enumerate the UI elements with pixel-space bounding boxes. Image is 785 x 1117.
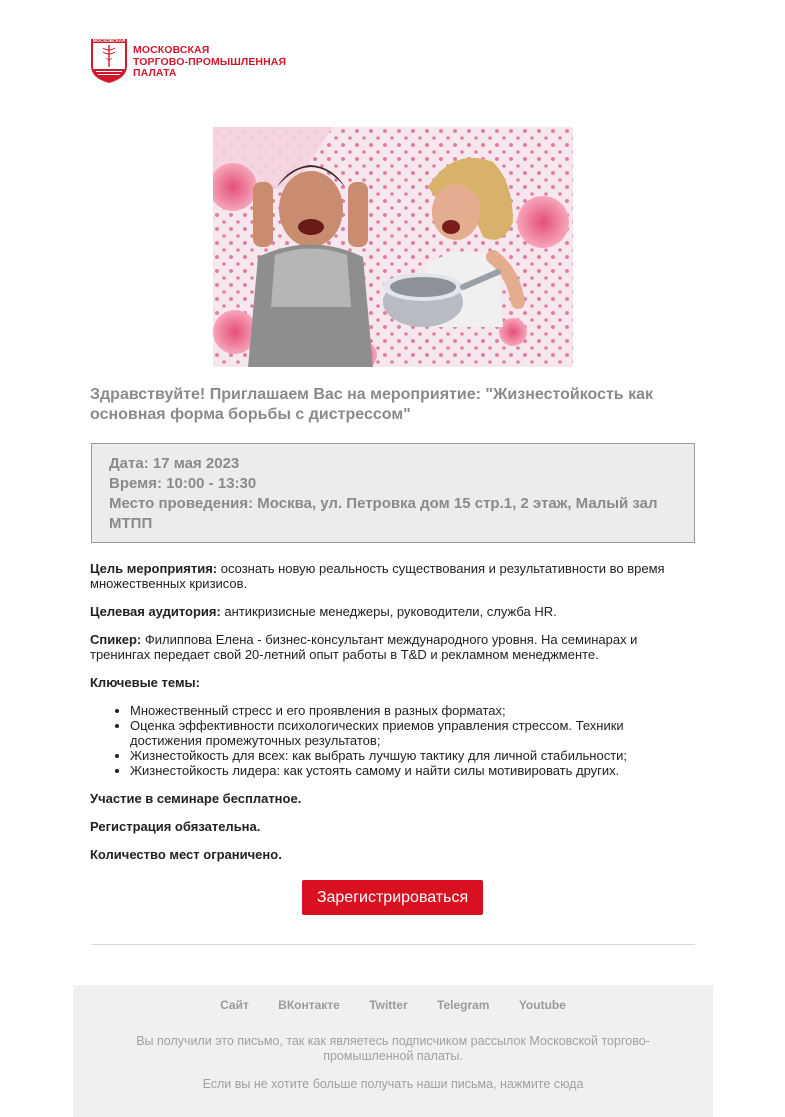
footer-link-vk[interactable]: ВКонтакте xyxy=(278,998,340,1012)
registration-note xyxy=(90,819,690,834)
divider xyxy=(91,944,695,945)
event-place: Место проведения: Москва, ул. Петровка дом 15 стр.1, 2 этаж, Малый зал МТПП xyxy=(109,495,658,532)
unsubscribe-link[interactable]: Если вы не хотите больше получать наши письма, нажмите сюда xyxy=(202,1077,584,1091)
mtpp-emblem-icon xyxy=(90,36,128,84)
footer-link-site[interactable]: Сайт xyxy=(220,998,249,1012)
goal-label: Цель мероприятия: xyxy=(90,561,218,576)
speaker-text: Филиппова Елена - бизнес-консультант международного уровня. На семинарах и тренингах передает свой 20-летний опыт работы в T&D и рекламном менеджменте. xyxy=(90,632,638,662)
list-item: • Жизнестойкость для всех: как выбрать лучшую тактику для личной стабильности; xyxy=(130,748,690,763)
logo-line-1: МОСКОВСКАЯ xyxy=(133,44,210,56)
topics-label: Ключевые темы: xyxy=(90,675,200,690)
mtpp-logo[interactable] xyxy=(90,36,295,84)
subscription-note: Вы получили это письмо, так как являетесь подписчиком рассылок Московской торгово-промышленной палаты. xyxy=(136,1034,650,1063)
limited-text: Количество мест ограничено. xyxy=(90,847,282,862)
logo-wordmark xyxy=(133,45,286,80)
speaker-label: Спикер: xyxy=(90,632,142,647)
goal-paragraph xyxy=(90,561,690,591)
event-info-box xyxy=(91,443,695,543)
list-item: • Оценка эффективности психологических приемов управления стрессом. Техники достижения промежуточных результатов; xyxy=(130,718,690,748)
registration-text: Регистрация обязательна. xyxy=(90,819,261,834)
logo-line-2: ТОРГОВО-ПРОМЫШЛЕННАЯ xyxy=(133,55,287,68)
footer-link-youtube[interactable]: Youtube xyxy=(518,998,566,1012)
event-description xyxy=(90,561,690,875)
footer-link-twitter[interactable]: Twitter xyxy=(369,998,408,1012)
audience-text: антикризисные менеджеры, руководители, служба HR. xyxy=(220,604,557,619)
list-item: • Множественный стресс и его проявления в разных форматах; xyxy=(130,703,690,718)
topics-list xyxy=(130,703,690,778)
hero-image xyxy=(213,127,573,367)
audience-label: Целевая аудитория: xyxy=(90,604,221,619)
speaker-paragraph xyxy=(90,632,690,662)
audience-paragraph xyxy=(90,604,690,619)
free-note xyxy=(90,791,690,806)
emblem-caption: МОСКОВСКАЯ xyxy=(92,38,126,43)
goal-text: осознать новую реальность существования и результативности во время множественных кризисов. xyxy=(90,561,665,591)
event-date: Дата: 17 мая 2023 xyxy=(109,455,240,472)
list-item: • Жизнестойкость лидера: как устоять самому и найти силы мотивировать других. xyxy=(130,763,690,778)
topics-heading xyxy=(90,675,690,690)
footer xyxy=(73,985,713,1117)
logo-line-3: ПАЛАТА xyxy=(133,67,177,79)
event-time: Время: 10:00 - 13:30 xyxy=(109,475,257,492)
limited-note xyxy=(90,847,690,862)
register-button[interactable]: Зарегистрироваться xyxy=(302,880,483,915)
footer-link-telegram[interactable]: Telegram xyxy=(437,998,490,1012)
headline: Здравствуйте! Приглашаем Вас на мероприятие: "Жизнестойкость как основная форма борьбы с дистрессом" xyxy=(90,386,653,423)
free-text: Участие в семинаре бесплатное. xyxy=(90,791,302,806)
footer-links xyxy=(73,998,713,1012)
